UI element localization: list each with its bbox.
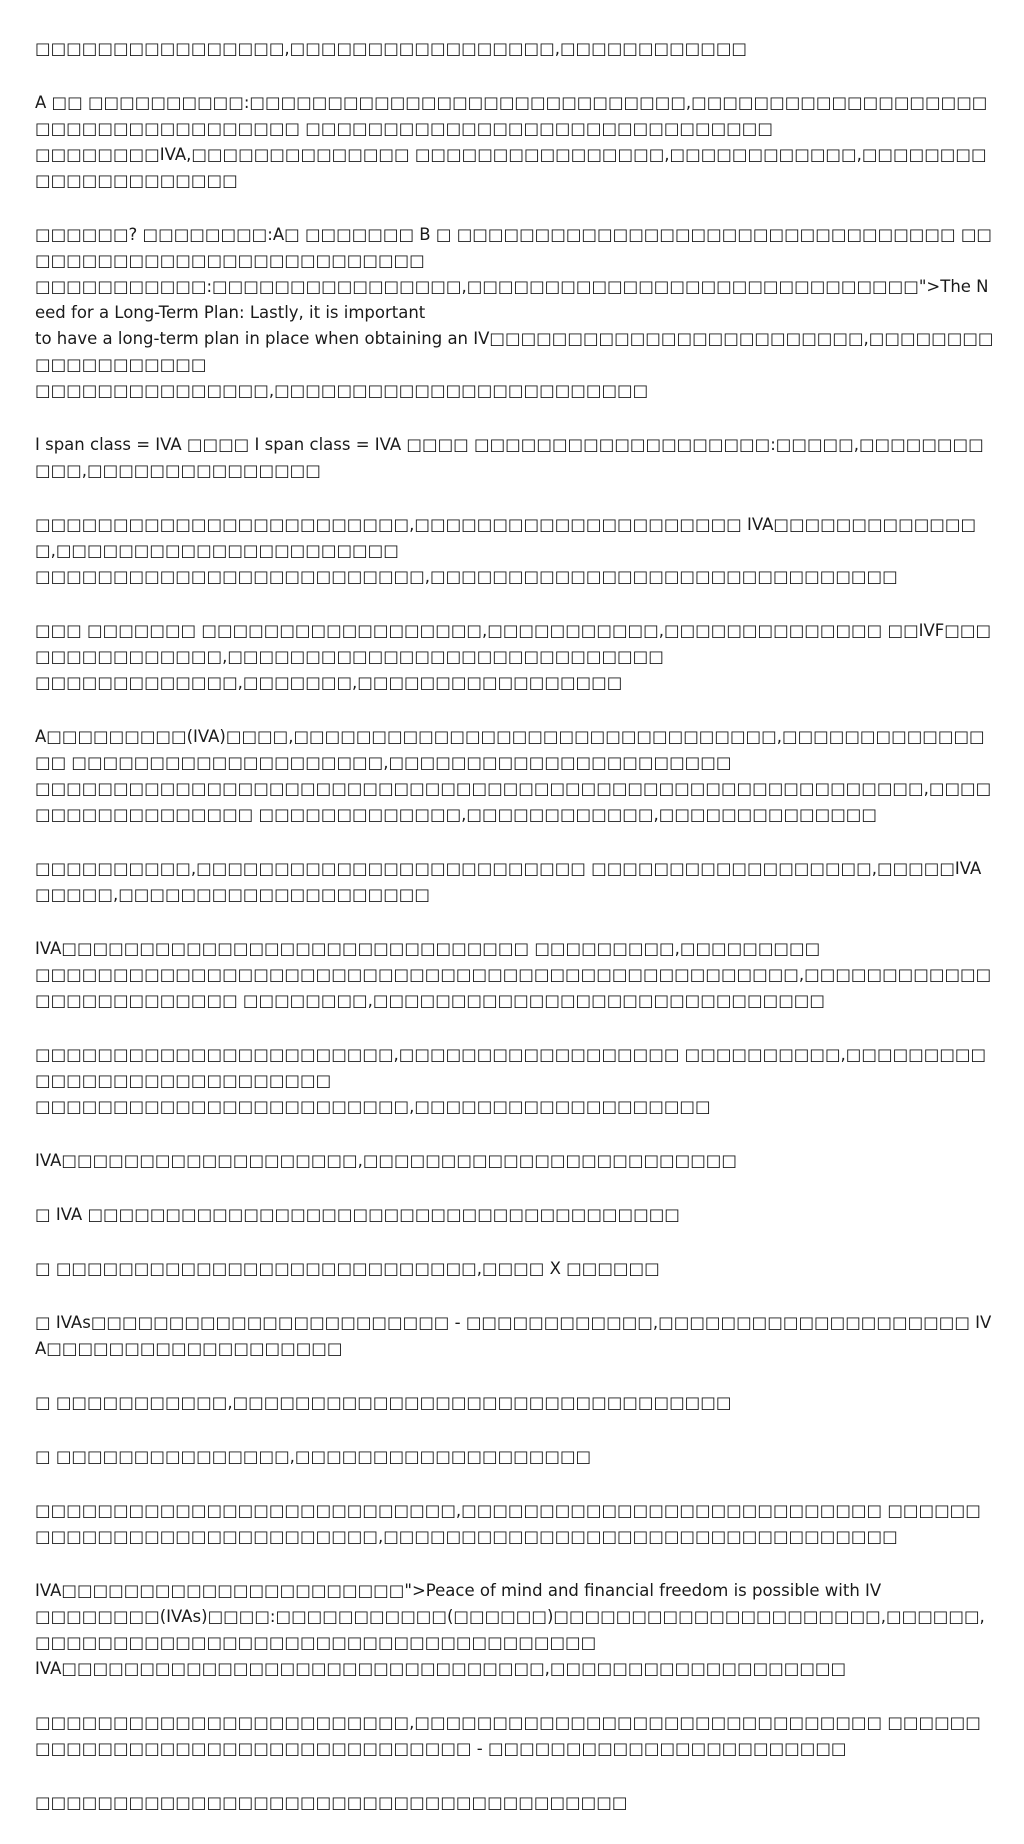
paragraph: IVA□□□□□□□□□□□□□□□□□□□□□□">Peace of mind and financial freedom is possible with IV □□□□□□□□(IVAs)□□□□:□□□□□□□□□□□(□□□□□□)□□□□□□□□□□□□□□□□□□□□□,□□□□□□,□□□□□□□□□□□□□□□□□□□□□□□□□□□□□□□□□□□□ IVA□□□□□□□□□□□□□□□□□□□□□□□□□□□□□□□,□□□□□□□□□□□□□□□□□□□ xyxy=(35,1581,985,1678)
paragraph: IVA□□□□□□□□□□□□□□□□□□□□□□□□□□□□□□ □□□□□□□□□,□□□□□□□□□ □□□□□□□□□□□□□□□□□□□□□□□□□□□□□□□□□□□□□□□□□□□□□□□□□,□□□□□□□□□□□□□□□□□□□□□□□□□ □□□□□□□□,□□□□□□□□□□□□□□□□□□□□□□□□□□□□□ xyxy=(35,939,992,1010)
list-item: □ IVAs□□□□□□□□□□□□□□□□□□□□□□□ - □□□□□□□□□□□□,□□□□□□□□□□□□□□□□□□□□ IVA□□□□□□□□□□□□□□□□□□□ xyxy=(35,1313,992,1358)
paragraph: □□□□□□? □□□□□□□□:A□ □□□□□□□ B □ □□□□□□□□□□□□□□□□□□□□□□□□□□□□□□□□ □□□□□□□□□□□□□□□□□□□□□□□□□□□ □□□□□□□□□□□:□□□□□□□□□□□□□□□□,□□□□□□□□□□□□□□□□□□□□□□□□□□□□□">The Need for a Long-Term Plan: Lastly, it is important to have a long-term plan in place when obtaining an IV□□□□□□□□□□□□□□□□□□□□□□□□,□□□□□□□□□□□□□□□□□□□ □□□□□□□□□□□□□□□,□□□□□□□□□□□□□□□□□□□□□□□□ xyxy=(35,225,994,400)
paragraph: □□□□□□□□□□,□□□□□□□□□□□□□□□□□□□□□□□□□ □□□□□□□□□□□□□□□□□□,□□□□□IVA□□□□□,□□□□□□□□□□□□□□□□□□□□ xyxy=(35,859,982,904)
paragraph: □□□□□□□□□□□□□□□□,□□□□□□□□□□□□□□□□□,□□□□□□□□□□□□ xyxy=(35,39,748,58)
paragraph: □□□ □□□□□□□ □□□□□□□□□□□□□□□□□□,□□□□□□□□□□□,□□□□□□□□□□□□□□ □□IVF□□□□□□□□□□□□□□□,□□□□□□□□□□□□□□□□□□□□□□□□□□□□ □□□□□□□□□□□□□,□□□□□□□,□□□□□□□□□□□□□□□□□ xyxy=(35,621,992,692)
list-item: □ □□□□□□□□□□□□□□□□□□□□□□□□□□□,□□□□ X □□□□□□ xyxy=(35,1259,660,1278)
list-item: □ IVA □□□□□□□□□□□□□□□□□□□□□□□□□□□□□□□□□□□□□□ xyxy=(35,1205,680,1224)
paragraph: A□□□□□□□□□(IVA)□□□□,□□□□□□□□□□□□□□□□□□□□□□□□□□□□□□□,□□□□□□□□□□□□□□□ □□□□□□□□□□□□□□□□□□□□,□□□□□□□□□□□□□□□□□□□□□□ □□□□□□□□□□□□□□□□□□□□□□□□□□□□□□□□□□□□□□□□□□□□□□□□□□□□□□□□□,□□□□□□□□□□□□□□□□□□ □□□□□□□□□□□□□,□□□□□□□□□□□□,□□□□□□□□□□□□□□ xyxy=(35,727,992,824)
paragraph: IVA□□□□□□□□□□□□□□□□□□□,□□□□□□□□□□□□□□□□□□□□□□□□ xyxy=(35,1151,737,1170)
paragraph: □□□□□□□□□□□□□□□□□□□□□□□□,□□□□□□□□□□□□□□□□□□□□□ IVA□□□□□□□□□□□□□□,□□□□□□□□□□□□□□□□□□□□□□ □□□□□□□□□□□□□□□□□□□□□□□□□,□□□□□□□□□□□□□□□□□□□□□□□□□□□□□□ xyxy=(35,515,977,586)
list-item: □ □□□□□□□□□□□□□□□,□□□□□□□□□□□□□□□□□□□ xyxy=(35,1447,592,1466)
paragraph: □□□□□□□□□□□□□□□□□□□□□□□□□□□,□□□□□□□□□□□□□□□□□□□□□□□□□□□ □□□□□□□□□□□□□□□□□□□□□□□□□□□□,□□□□□□□□□□□□□□□□□□□□□□□□□□□□□□□□□ xyxy=(35,1501,981,1546)
paragraph: A □□ □□□□□□□□□□:□□□□□□□□□□□□□□□□□□□□□□□□□□□□,□□□□□□□□□□□□□□□□□□□□□□□□□□□□□□□□□□□□ □□□□□□□□□□□□□□□□□□□□□□□□□□□□□□ □□□□□□□□IVA,□□□□□□□□□□□□□□ □□□□□□□□□□□□□□□□,□□□□□□□□□□□□,□□□□□□□□□□□□□□□□□□□□□ xyxy=(35,93,988,190)
paragraph: □□□□□□□□□□□□□□□□□□□□□□□□,□□□□□□□□□□□□□□□□□□□□□□□□□□□□□□ □□□□□□□□□□□□□□□□□□□□□□□□□□□□□□□□□□ - □□□□□□□□□□□□□□□□□□□□□□□ xyxy=(35,1713,981,1758)
paragraph: □□□□□□□□□□□□□□□□□□□□□□□,□□□□□□□□□□□□□□□□□□ □□□□□□□□□□,□□□□□□□□□□□□□□□□□□□□□□□□□□□□ □□□□□□□□□□□□□□□□□□□□□□□□,□□□□□□□□□□□□□□□□□□□ xyxy=(35,1045,987,1116)
paragraph: I span class = IVA □□□□ I span class = IVA □□□□ □□□□□□□□□□□□□□□□□□□:□□□□□,□□□□□□□□□□□,□□□□□□□□□□□□□□□ xyxy=(35,435,984,480)
list-item: □ □□□□□□□□□□□,□□□□□□□□□□□□□□□□□□□□□□□□□□□□□□□□ xyxy=(35,1393,732,1412)
document-page xyxy=(35,36,995,1844)
paragraph: □□□□□□□□□□□□□□□□□□□□□□□□□□□□□□□□□□□□□□ xyxy=(35,1793,628,1812)
